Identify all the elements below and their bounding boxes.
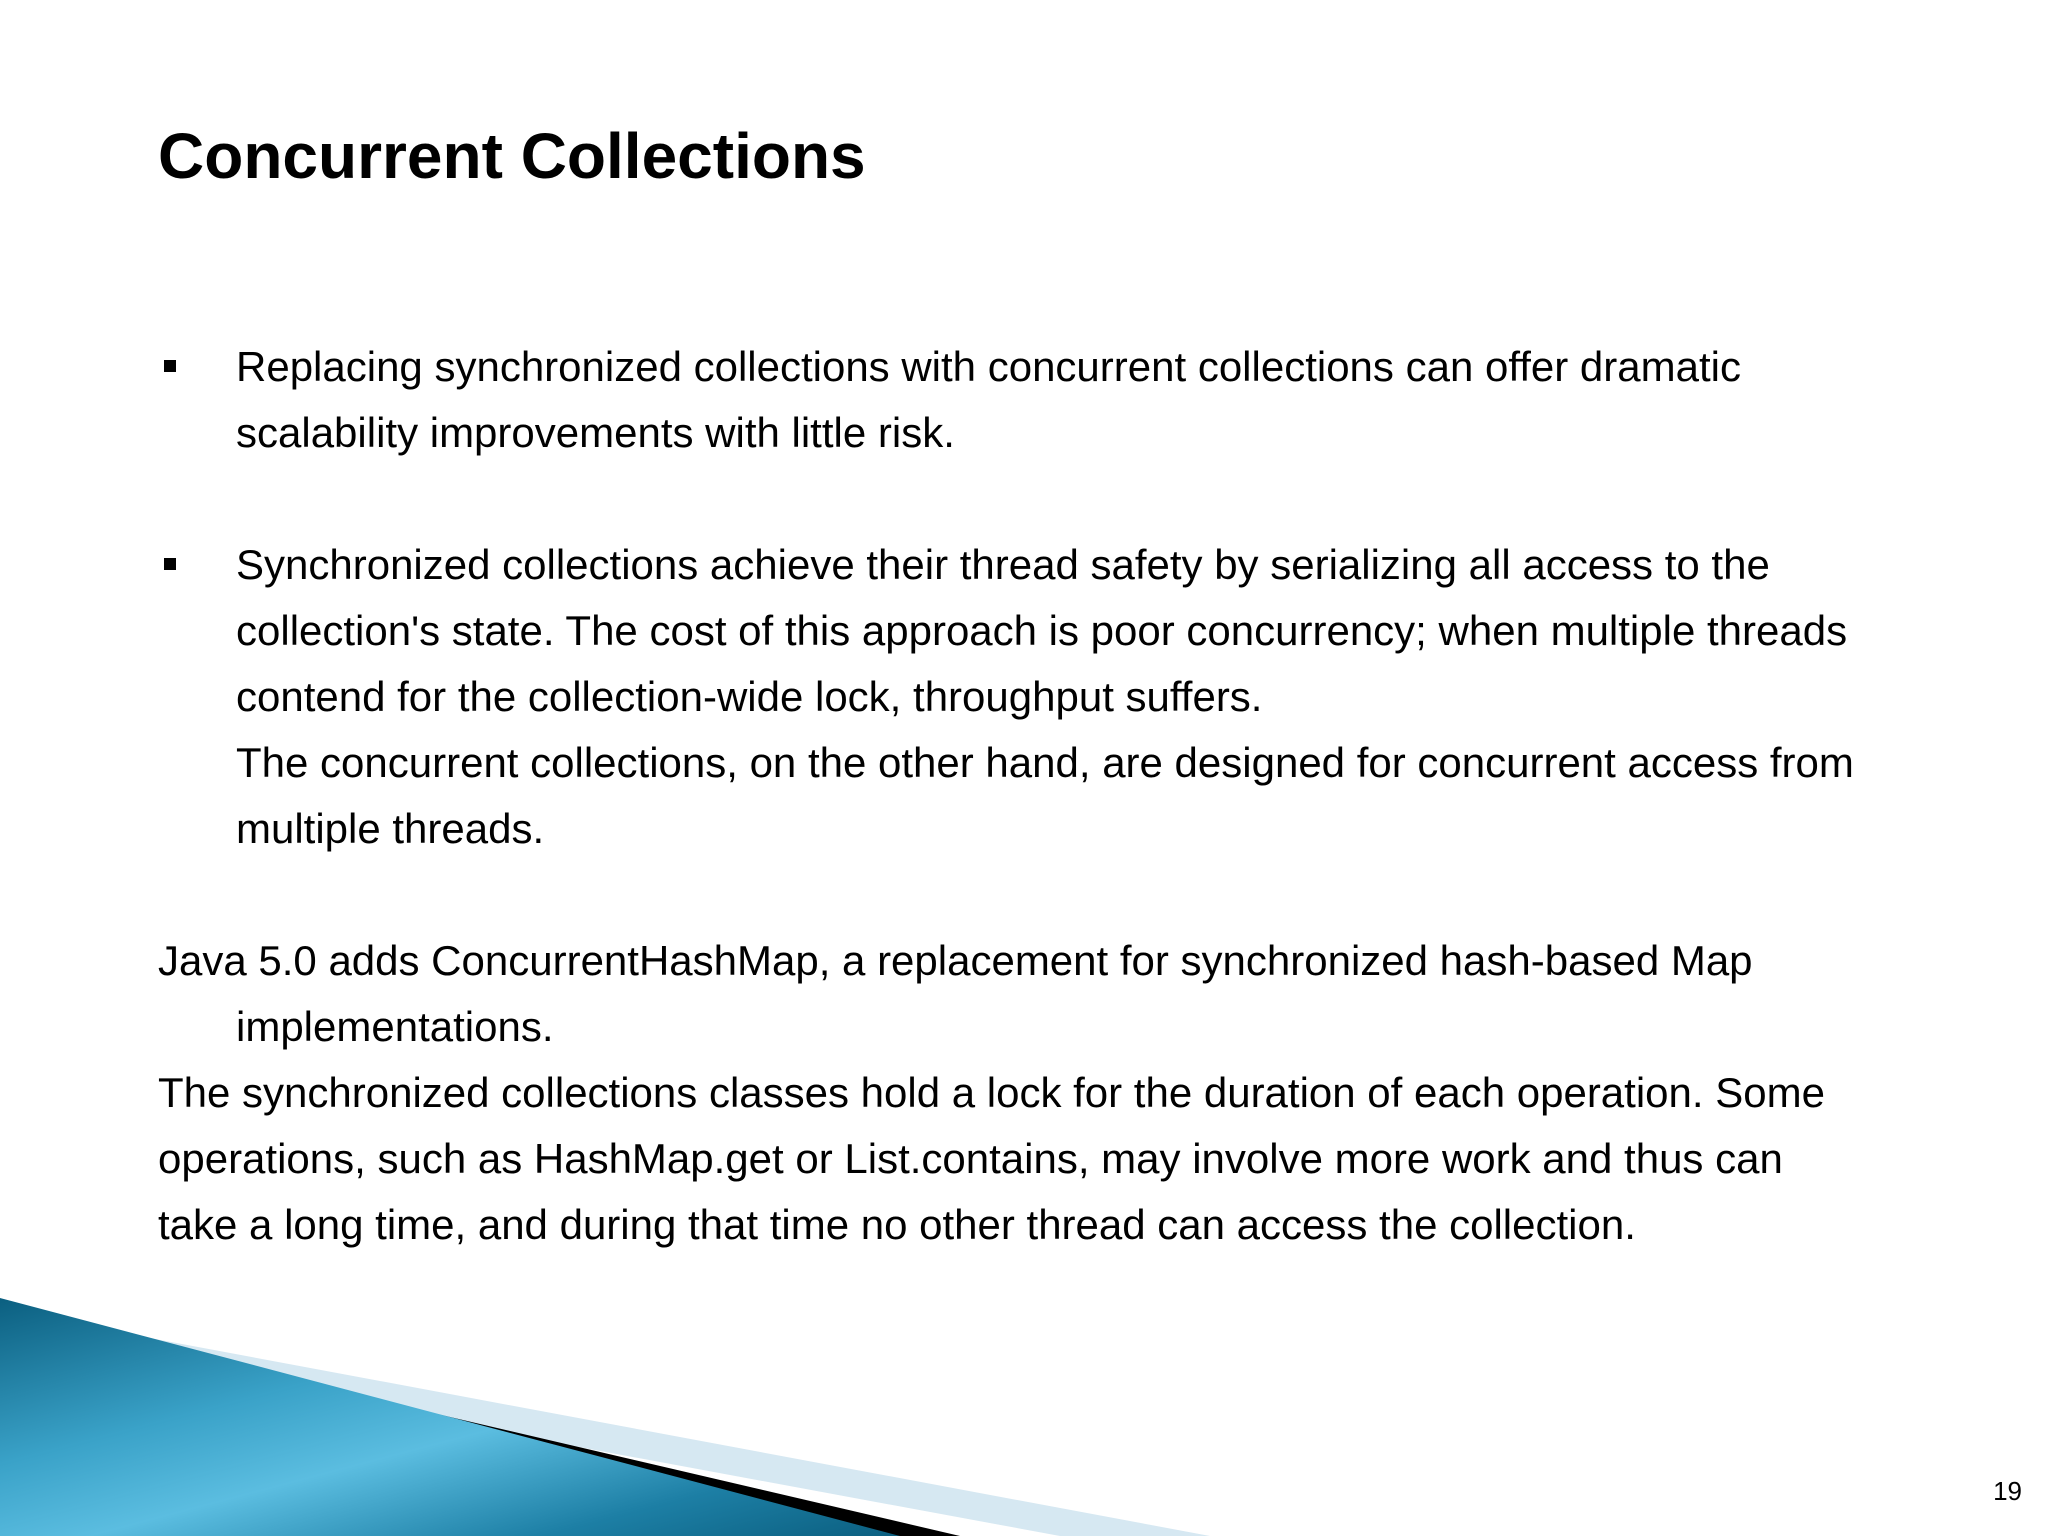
swoosh-blue-band — [0, 1298, 900, 1536]
paragraph-concurrenthashmap — [158, 928, 2018, 1060]
paragraph-synchronized-lock — [158, 1060, 2018, 1258]
bullet-text-line: contend for the collection-wide lock, throughput suffers. — [236, 673, 1263, 720]
paragraph-text-line: implementations. — [236, 1003, 554, 1050]
spacer — [158, 862, 2018, 928]
slide-title: Concurrent Collections — [158, 120, 866, 192]
paragraph-text-line: operations, such as HashMap.get or List.contains, may involve more work and thus can — [158, 1135, 1783, 1182]
bullet-text-line: multiple threads. — [236, 805, 545, 852]
bullet-text-line: scalability improvements with little risk. — [236, 409, 955, 456]
bullet-text-line: collection's state. The cost of this approach is poor concurrency; when multiple threads — [236, 607, 1848, 654]
slide-content — [158, 334, 2018, 1258]
page-number: 19 — [1993, 1476, 2022, 1506]
bullet-text-line: The concurrent collections, on the other hand, are designed for concurrent access from — [236, 739, 1854, 786]
square-bullet-icon — [164, 558, 176, 570]
bullet-item — [158, 532, 2018, 862]
paragraph-text-line: take a long time, and during that time no other thread can access the collection. — [158, 1201, 1636, 1248]
slide-swoosh-decoration — [0, 1280, 2048, 1536]
square-bullet-icon — [164, 360, 176, 372]
bullet-text-line: Synchronized collections achieve their thread safety by serializing all access to the — [236, 541, 1770, 588]
paragraph-text-line: The synchronized collections classes hold a lock for the duration of each operation. Some — [158, 1069, 1825, 1116]
bullet-item — [158, 334, 2018, 466]
spacer — [158, 466, 2018, 532]
bullet-text-line: Replacing synchronized collections with concurrent collections can offer dramatic — [236, 343, 1741, 390]
paragraph-text-line: Java 5.0 adds ConcurrentHashMap, a replacement for synchronized hash-based Map — [158, 937, 1753, 984]
